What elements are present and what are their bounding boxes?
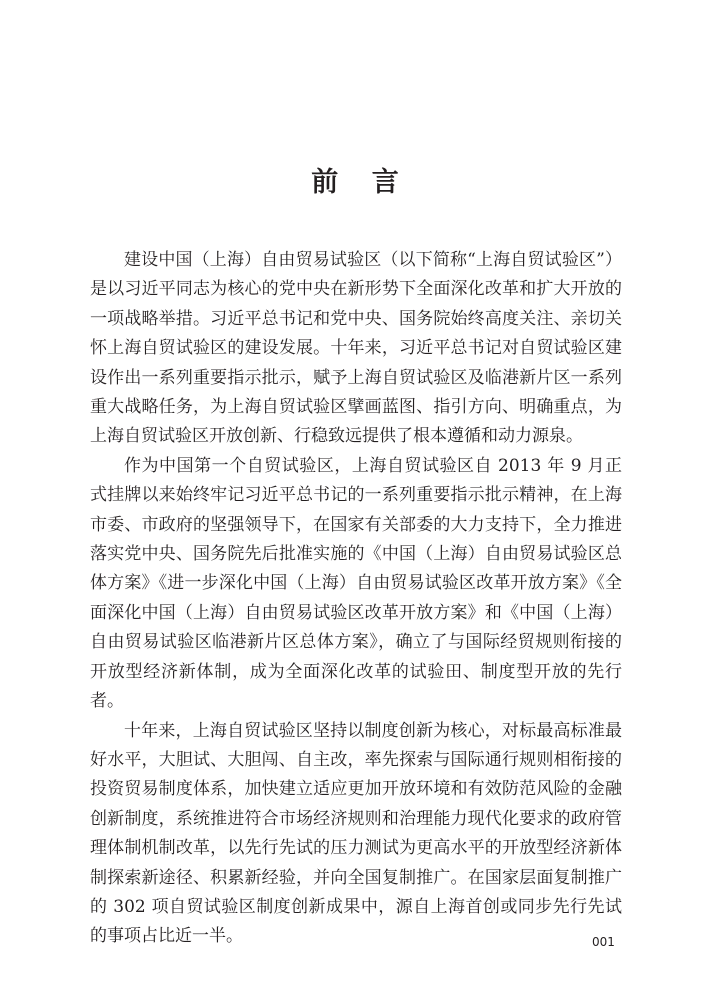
paragraph-2: 作为中国第一个自贸试验区，上海自贸试验区自 2013 年 9 月正式挂牌以来始终牢记习近平总书记的一系列重要指示批示精神，在上海市委、市政府的坚强领导下，在国家有关部委的大力支持下，全力推进落实党中央、国务院先后批准实施的《中国（上海）自由贸易试验区总体方案》《进一步深化中国（上海）自由贸易试验区改革开放方案》《全面深化中国（上海）自由贸易试验区改革开放方案》和《中国（上海）自由贸易试验区临港新片区总体方案》，确立了与国际经贸规则衔接的开放型经济新体制，成为全面深化改革的试验田、制度型开放的先行者。 (90, 455, 622, 712)
body-text (90, 246, 622, 952)
paragraph-1: 建设中国（上海）自由贸易试验区（以下简称“上海自贸试验区”）是以习近平同志为核心的党中央在新形势下全面深化改革和扩大开放的一项战略举措。习近平总书记和党中央、国务院始终高度关注、亲切关怀上海自贸试验区的建设发展。十年来，习近平总书记对自贸试验区建设作出一系列重要指示批示，赋予上海自贸试验区及临港新片区一系列重大战略任务，为上海自贸试验区擘画蓝图、指引方向、明确重点，为上海自贸试验区开放创新、行稳致远提供了根本遵循和动力源泉。 (90, 250, 622, 447)
paragraph-3: 十年来，上海自贸试验区坚持以制度创新为核心，对标最高标准最好水平，大胆试、大胆闯、自主改，率先探索与国际通行规则相衔接的投资贸易制度体系，加快建立适应更加开放环境和有效防范风险的金融创新制度，系统推进符合市场经济规则和治理能力现代化要求的政府管理体制机制改革，以先行先试的压力测试为更高水平的开放型经济新体制探索新途径、积累新经验，并向全国复制推广。在国家层面复制推广的 302 项自贸试验区制度创新成果中，源自上海首创或同步先行先试的事项占比近一半。 (90, 720, 622, 947)
page-number: 001 (592, 935, 615, 949)
page-title: 前 言 (311, 167, 411, 198)
